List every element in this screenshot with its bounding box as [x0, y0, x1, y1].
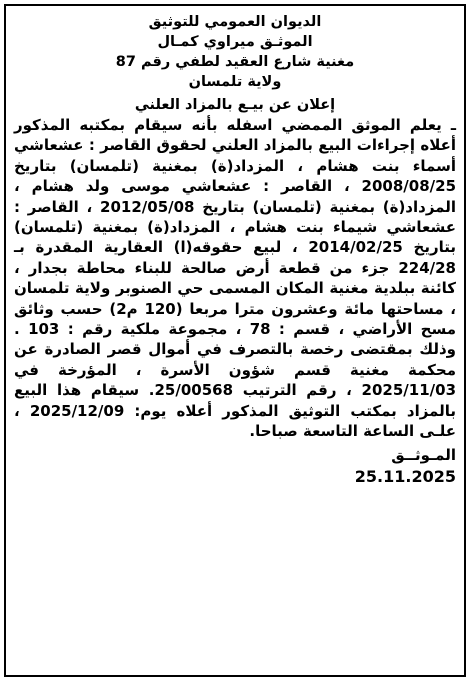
notice-header [14, 12, 456, 115]
notice-body [14, 115, 456, 442]
notary-name: الموثـق ميراوي كمـال [157, 34, 313, 50]
notice-paragraph: ـ يعلم الموثق الممضي اسفله بأنه سيقام بمكتبه المذكور أعلاه إجراءات البيع بالمزاد العلني لحقوق القاصر : عشعاشي أسماء بنت هشام ، المزداد(ة) بمغنية (تلمسان) بتاريخ 2008/08/25 ، القاصر : عشعاشي موسى ولد هشام ، المزداد(ة) بمغنية (تلمسان) بتاريخ 2012/05/08 ، القاصر : عشعاشي شيماء بنت هشام ، المزداد(ة) بمغنية (تلمسان) بتاريخ 2014/02/25 ، لبيع حقوقه(ا) العقارية المقدرة بـ 224/28 جزء من قطعة أرض صالحة للبناء محاطة بجدار ، كائنة ببلدية مغنية المكان المسمى حي الصنوبر ولاية تلمسان ، مساحتها مائة وعشرون مترا مربعا (120 م2) حسب وثائق مسح الأراضي ، قسم : 78 ، مجموعة ملكية رقم : 103 . وذلك بمقتضى رخصة بالتصرف في أموال قصر الصادرة عن محكمة مغنية قسم شؤون الأسرة ، المؤرخة في 2025/11/03 ، رقم الترتيب 25/00568. سيقام هذا البيع بالمزاد بمكتب التوثيق المذكور أعلاه يوم: 2025/12/09 ، علـى الساعة التاسعة صباحا. [14, 116, 457, 441]
notice-title: إعلان عن بيـع بالمزاد العلني [134, 97, 336, 113]
signature-date: 25.11.2025 [354, 466, 456, 486]
office-name: الديوان العمومي للتوثيق [148, 14, 322, 30]
signature-block [14, 444, 456, 488]
office-address: مغنية شارع العقيد لطفي رقم 87 [115, 54, 355, 70]
notice-box [4, 4, 466, 677]
wilaya: ولاية تلمسان [188, 74, 282, 90]
signature-label: المـوثــق [391, 445, 456, 464]
